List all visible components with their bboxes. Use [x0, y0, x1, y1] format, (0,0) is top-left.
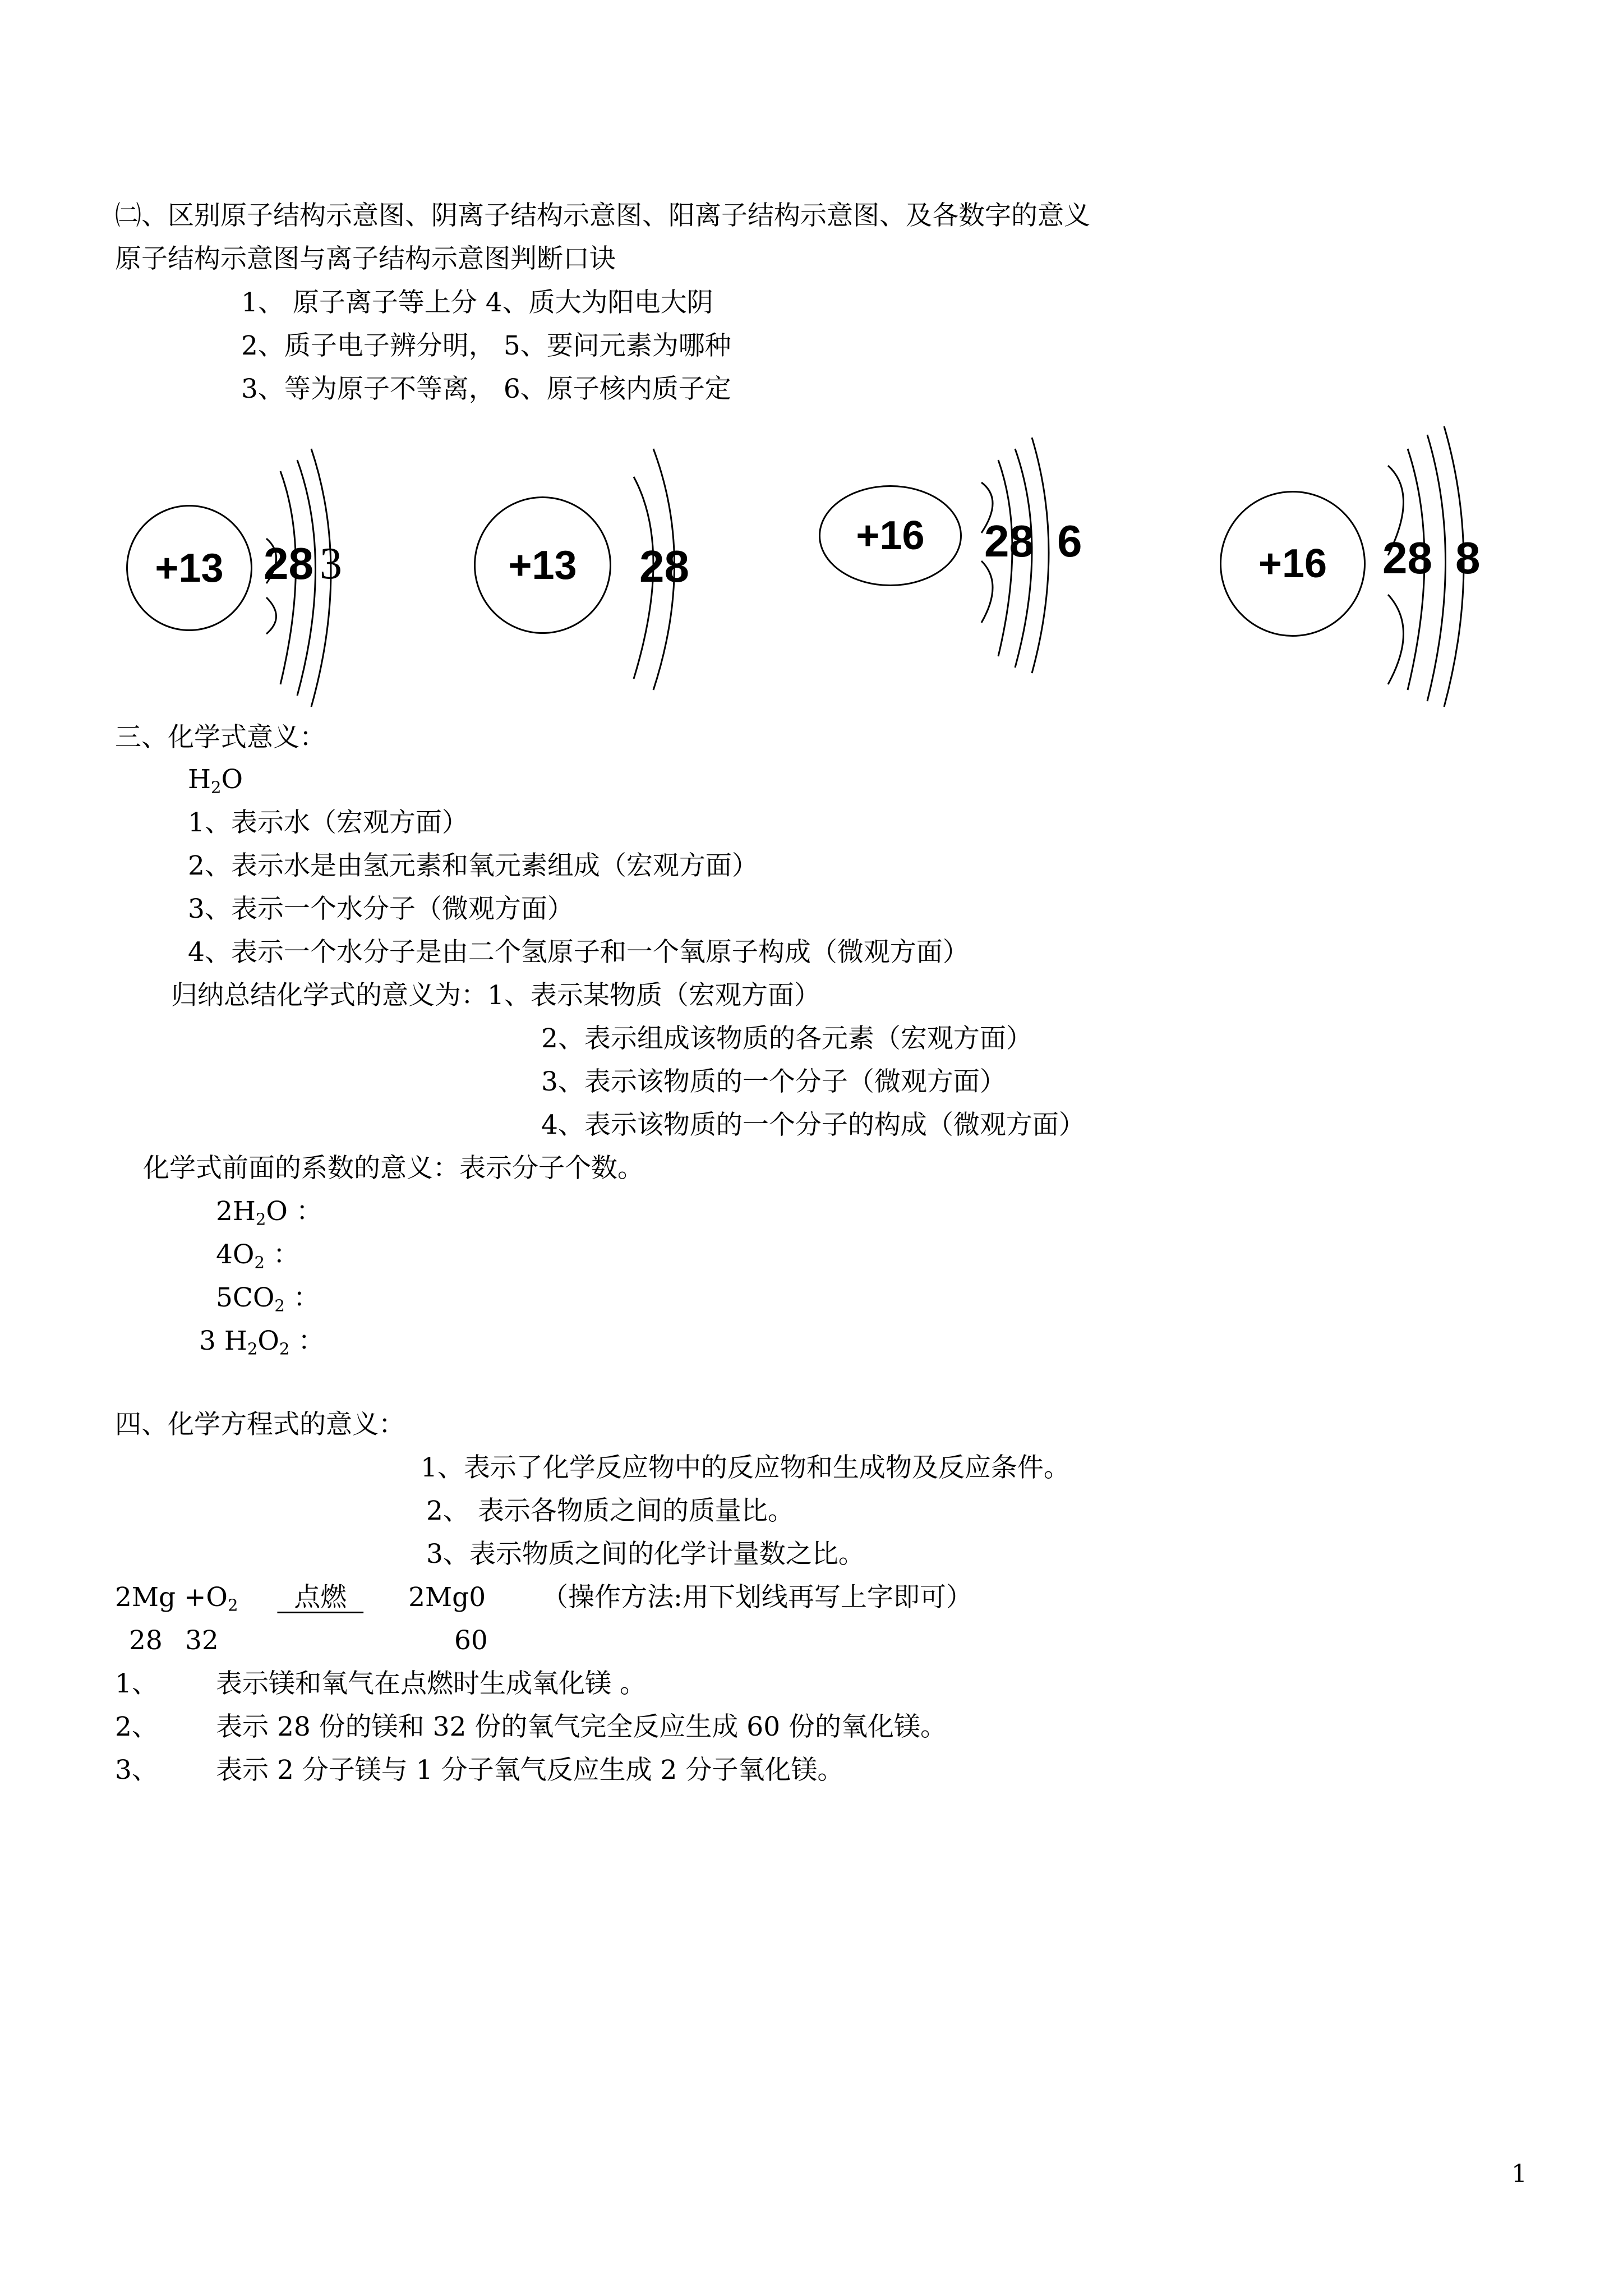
meaning-item: 1、表示水（宏观方面）: [188, 807, 468, 838]
section-4-title: 四、化学方程式的意义：: [115, 1409, 405, 1440]
coefficient-note: 化学式前面的系数的意义：表示分子个数。: [143, 1153, 644, 1184]
section-2-title: ㈡、区别原子结构示意图、阴离子结构示意图、阳离子结构示意图、及各数字的意义: [115, 200, 1090, 231]
summary-lead: 归纳总结化学式的意义为：1、表示某物质（宏观方面）: [171, 980, 820, 1011]
rhyme-line: 1、 原子离子等上分 4、质大为阳电大阴: [241, 287, 713, 318]
rhyme-line: 3、等为原子不等离， 6、原子核内质子定: [241, 374, 731, 404]
outer-shell-electrons: 6: [1057, 516, 1082, 566]
rhyme-line: 2、质子电子辨分明， 5、要问元素为哪种: [241, 330, 731, 361]
meaning-item: 2、表示水是由氢元素和氧元素组成（宏观方面）: [188, 850, 758, 881]
meaning-item: 3、表示一个水分子（微观方面）: [188, 894, 574, 924]
nucleus: +13: [474, 496, 611, 634]
meaning-item: 4、表示一个水分子是由二个氢原子和一个氧原子构成（微观方面）: [188, 937, 969, 968]
chemical-equation: $2Mg +O_2$ 点燃 2Mg0 （操作方法:用下划线再写上字即可）: [115, 1582, 972, 1615]
summary-item: 4、表示该物质的一个分子的构成（微观方面）: [541, 1110, 1085, 1140]
coefficient-example: $4O_2$ ：: [216, 1239, 299, 1272]
coefficient-example: $5CO_2$ ：: [216, 1282, 320, 1315]
interpretation-text: 表示 2 分子镁与 1 分子氧气反应生成 2 分子氧化镁。: [216, 1755, 844, 1786]
equation-note: （操作方法:用下划线再写上字即可）: [542, 1582, 972, 1613]
coefficient-example: 3 $H_2O_2$ ：: [199, 1326, 325, 1359]
equation-meaning: 2、 表示各物质之间的质量比。: [426, 1496, 794, 1526]
reaction-condition: 点燃: [277, 1582, 364, 1613]
shell-electrons: 28: [984, 516, 1034, 566]
rhyme-title: 原子结构示意图与离子结构示意图判断口诀: [115, 243, 616, 274]
shell-electrons: 28: [264, 539, 313, 588]
formula-h2o: $H_2O$: [188, 764, 243, 797]
summary-item: 3、表示该物质的一个分子（微观方面）: [541, 1066, 1006, 1097]
interpretation-text: 表示 28 份的镁和 32 份的氧气完全反应生成 60 份的氧化镁。: [216, 1711, 947, 1742]
nucleus: +16: [1220, 491, 1366, 637]
nucleus: +13: [126, 505, 252, 631]
summary-item: 2、表示组成该物质的各元素（宏观方面）: [541, 1023, 1032, 1054]
atom-diagram-sulfur-atom: [819, 438, 1082, 696]
reaction-product: 2Mg0: [408, 1582, 486, 1613]
atom-diagram-aluminum-atom: [126, 449, 351, 707]
page-number: 1: [1511, 2160, 1527, 2188]
coefficient-example: $2H_2O$ ：: [216, 1196, 322, 1229]
atom-diagram-sulfur-ion: [1220, 426, 1481, 684]
atom-diagram-aluminum-ion: [474, 443, 698, 701]
equation-meaning: 3、表示物质之间的化学计量数之比。: [426, 1539, 865, 1570]
interpretation-number: 1、: [115, 1668, 158, 1699]
section-3-title: 三、化学式意义：: [115, 722, 326, 753]
nucleus: +16: [819, 485, 962, 586]
interpretation-number: 2、: [115, 1711, 158, 1742]
mass-o2: 32: [185, 1625, 219, 1656]
outer-shell-electrons: 3: [320, 539, 342, 588]
mass-mgo: 60: [454, 1625, 488, 1656]
interpretation-text: 表示镁和氧气在点燃时生成氧化镁 。: [216, 1668, 646, 1699]
interpretation-number: 3、: [115, 1755, 158, 1786]
mass-mg: 28: [129, 1625, 163, 1656]
shell-electrons: 28: [639, 541, 689, 591]
outer-shell-electrons: 8: [1455, 533, 1481, 583]
shell-electrons: 28: [1382, 533, 1432, 583]
equation-meaning: 1、表示了化学反应物中的反应物和生成物及反应条件。: [421, 1452, 1070, 1483]
